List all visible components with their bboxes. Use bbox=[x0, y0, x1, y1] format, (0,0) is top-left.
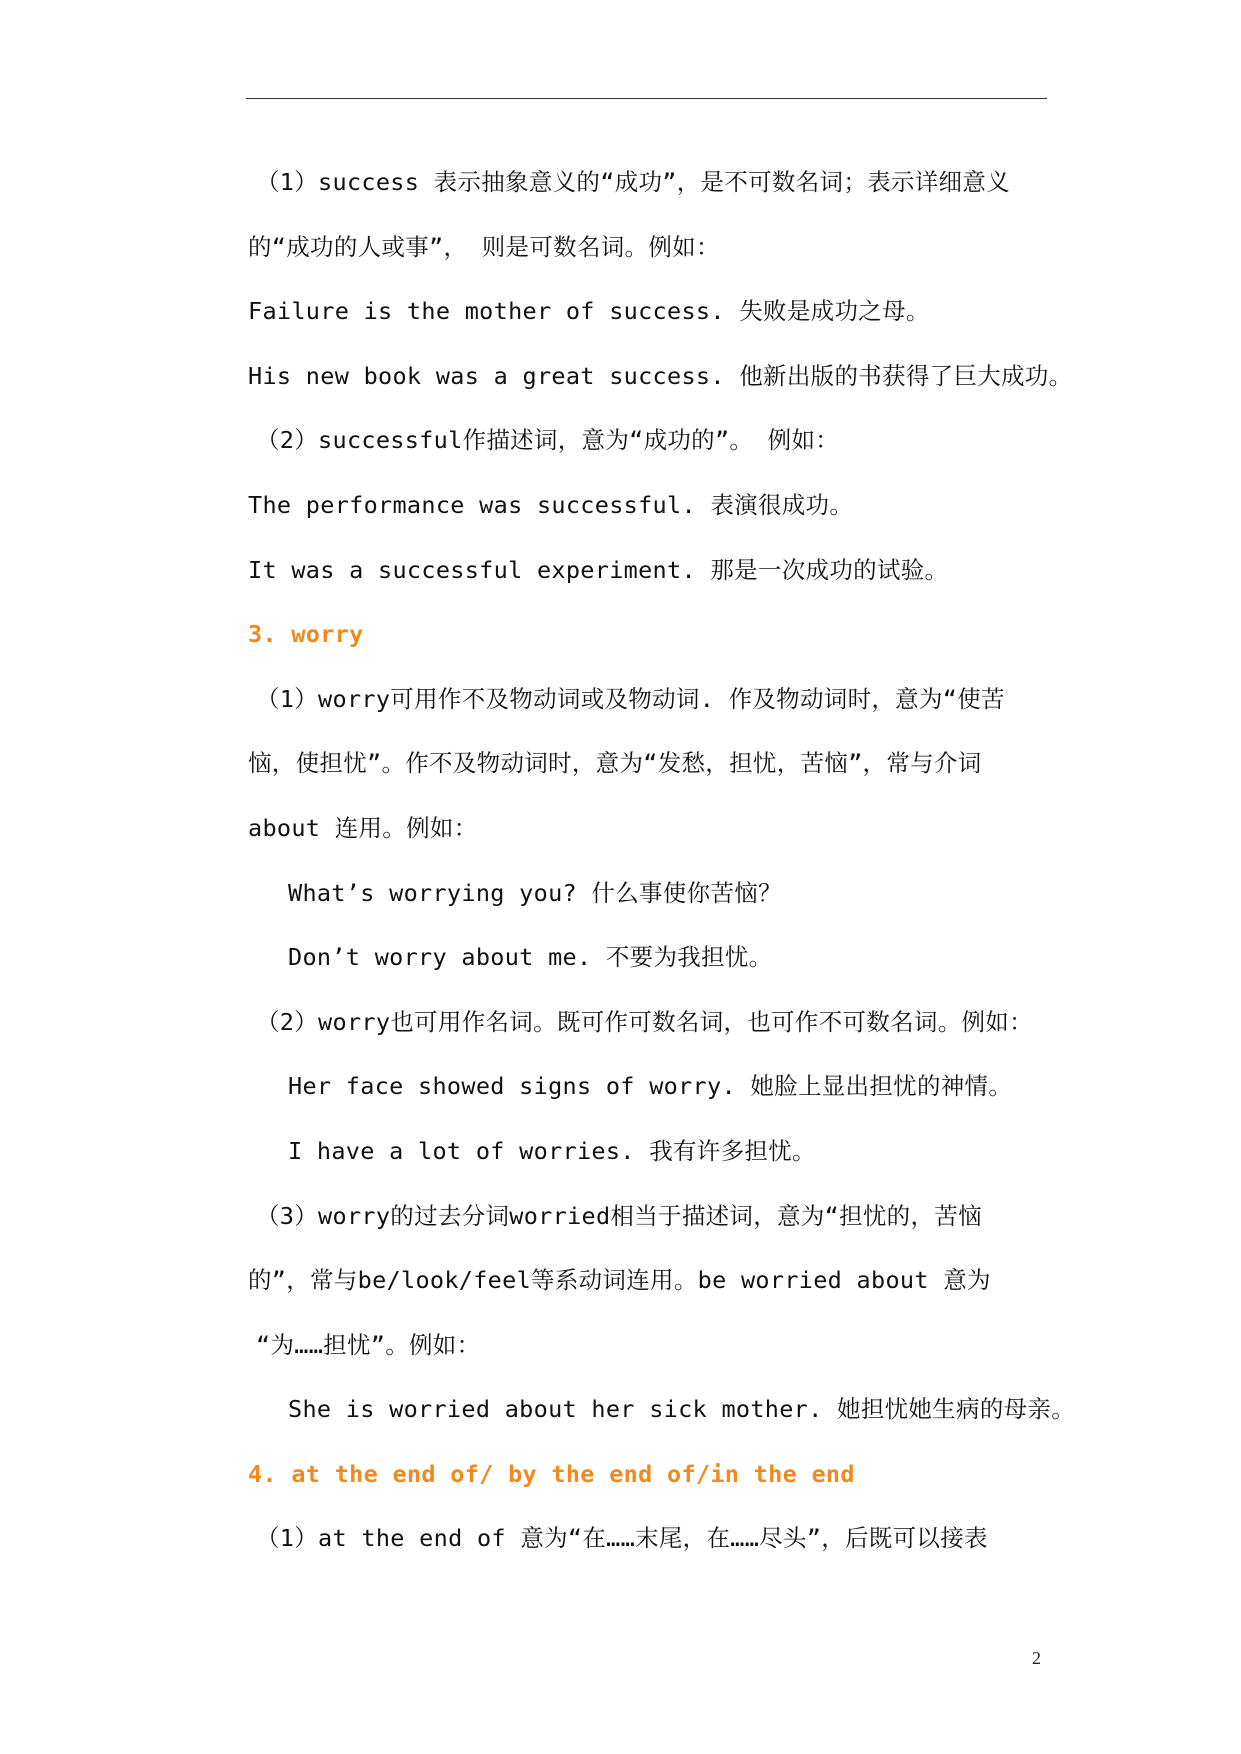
page-number: 2 bbox=[1032, 1648, 1041, 1668]
section-heading-worry: 3. worry bbox=[248, 620, 364, 649]
text-line: about 连用。例如： bbox=[248, 813, 478, 842]
example-sentence: She is worried about her sick mother. 她担忧她生病的母亲。 bbox=[288, 1395, 1076, 1424]
text-line: （1）worry可用作不及物动词或及物动词. 作及物动词时，意为“使苦 bbox=[256, 684, 1005, 713]
text-line: （3）worry的过去分词worried相当于描述词，意为“担忧的，苦恼 bbox=[256, 1201, 982, 1230]
text-line: 的”，常与be/look/feel等系动词连用。be worried about 意为 bbox=[248, 1266, 991, 1295]
text-line: （2）worry也可用作名词。既可作可数名词，也可作不可数名词。例如： bbox=[256, 1007, 1033, 1036]
section-heading-end: 4. at the end of/ by the end of/in the end bbox=[248, 1459, 855, 1488]
example-sentence: Don’t worry about me. 不要为我担忧。 bbox=[288, 943, 773, 972]
text-line: （1）at the end of 意为“在……末尾，在……尽头”，后既可以接表 bbox=[256, 1524, 988, 1553]
header-rule bbox=[246, 98, 1047, 99]
text-line: （1）success 表示抽象意义的“成功”，是不可数名词；表示详细意义 bbox=[256, 168, 1010, 196]
text-line: （2）successful作描述词，意为“成功的”。 例如： bbox=[256, 426, 840, 455]
text-line: “为……担忧”。例如： bbox=[256, 1330, 481, 1359]
example-sentence: Her face showed signs of worry. 她脸上显出担忧的神情。 bbox=[288, 1072, 1013, 1101]
text-line: 的“成功的人或事”， 则是可数名词。例如： bbox=[248, 232, 720, 261]
example-sentence: His new book was a great success. 他新出版的书获得了巨大成功。 bbox=[248, 361, 1073, 390]
example-sentence: What’s worrying you? 什么事使你苦恼？ bbox=[288, 878, 782, 907]
example-sentence: The performance was successful. 表演很成功。 bbox=[248, 490, 854, 519]
text-line: 恼，使担忧”。作不及物动词时，意为“发愁，担忧，苦恼”，常与介词 bbox=[248, 749, 982, 778]
example-sentence: It was a successful experiment. 那是一次成功的试验。 bbox=[248, 555, 949, 584]
example-sentence: Failure is the mother of success. 失败是成功之母。 bbox=[248, 297, 930, 326]
document-body bbox=[248, 150, 1078, 1571]
example-sentence: I have a lot of worries. 我有许多担忧。 bbox=[288, 1136, 816, 1165]
